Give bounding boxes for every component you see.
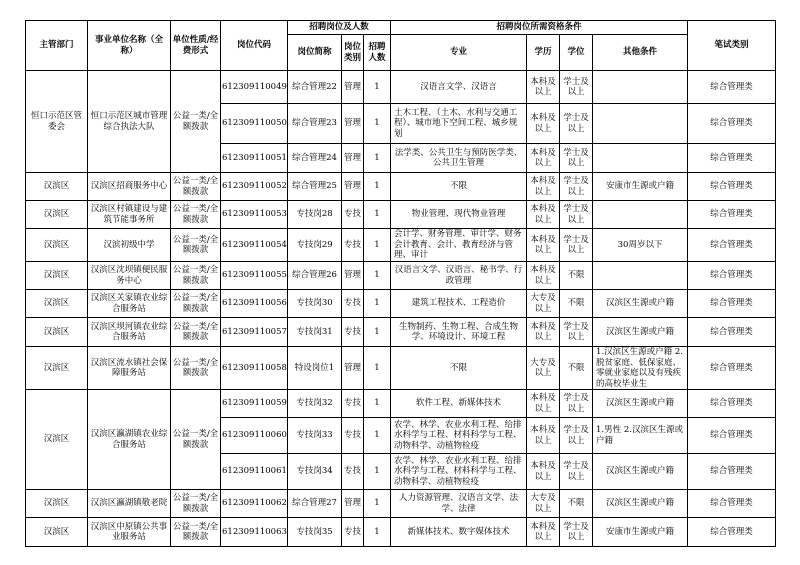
other-cell — [593, 201, 688, 229]
type-cell: 管理 — [342, 347, 364, 390]
major-cell: 不限 — [391, 347, 527, 390]
dept-cell: 汉滨区 — [26, 318, 88, 347]
edu-cell: 本科及以上 — [527, 229, 560, 262]
degree-cell: 学士及以上 — [560, 144, 593, 173]
code-cell: 612309110052 — [221, 173, 288, 201]
degree-cell: 不限 — [560, 347, 593, 390]
table-row — [26, 71, 776, 104]
header-recruit-group: 招聘岗位及人数 — [288, 21, 391, 35]
exam-cell: 综合管理类 — [688, 71, 776, 104]
unit-cell: 汉滨初级中学 — [88, 229, 171, 262]
major-cell: 汉语言文学、汉语言 — [391, 71, 527, 104]
major-cell: 生物制药、生物工程、合成生物学、环境设计、环境工程 — [391, 318, 527, 347]
table-row — [26, 318, 776, 347]
recruitment-table-wrapper — [25, 20, 776, 547]
other-cell: 1.男性 2.汉滨区生源或户籍 — [593, 418, 688, 454]
edu-cell: 本科及以上 — [527, 454, 560, 490]
count-cell: 1 — [364, 229, 391, 262]
exam-cell: 综合管理类 — [688, 347, 776, 390]
nature-cell: 公益一类/全额拨款 — [171, 290, 221, 318]
edu-cell: 本科及以上 — [527, 418, 560, 454]
degree-cell: 学士及以上 — [560, 318, 593, 347]
count-cell: 1 — [364, 262, 391, 290]
degree-cell: 学士及以上 — [560, 71, 593, 104]
degree-cell: 学士及以上 — [560, 454, 593, 490]
type-cell: 管理 — [342, 144, 364, 173]
header-major: 专业 — [391, 35, 527, 71]
type-cell: 专技 — [342, 454, 364, 490]
edu-cell: 本科及以上 — [527, 518, 560, 547]
code-cell: 612309110061 — [221, 454, 288, 490]
code-cell: 612309110054 — [221, 229, 288, 262]
edu-cell: 大专及以上 — [527, 347, 560, 390]
header-other: 其他条件 — [593, 35, 688, 71]
header-dept: 主管部门 — [26, 21, 88, 71]
post-cell: 综合管理23 — [288, 104, 342, 144]
unit-cell: 汉滨区瀛湖镇农业综合服务站 — [88, 390, 171, 490]
post-cell: 专技岗34 — [288, 454, 342, 490]
table-row — [26, 347, 776, 390]
edu-cell: 本科及以上 — [527, 262, 560, 290]
unit-cell: 恒口示范区城市管理综合执法大队 — [88, 71, 171, 173]
degree-cell: 学士及以上 — [560, 173, 593, 201]
count-cell: 1 — [364, 390, 391, 418]
exam-cell: 综合管理类 — [688, 290, 776, 318]
exam-cell: 综合管理类 — [688, 390, 776, 418]
post-cell: 专技岗31 — [288, 318, 342, 347]
dept-cell: 恒口示范区管委会 — [26, 71, 88, 173]
post-cell: 专技岗29 — [288, 229, 342, 262]
exam-cell: 综合管理类 — [688, 144, 776, 173]
exam-cell: 综合管理类 — [688, 104, 776, 144]
type-cell: 专技 — [342, 201, 364, 229]
other-cell — [593, 262, 688, 290]
edu-cell: 本科及以上 — [527, 144, 560, 173]
unit-cell: 汉滨区坝河镇农业综合服务站 — [88, 318, 171, 347]
header-degree: 学位 — [560, 35, 593, 71]
edu-cell: 本科及以上 — [527, 104, 560, 144]
degree-cell: 不限 — [560, 262, 593, 290]
code-cell: 612309110056 — [221, 290, 288, 318]
nature-cell: 公益一类/全额拨款 — [171, 173, 221, 201]
recruitment-table — [25, 20, 776, 547]
nature-cell: 公益一类/全额拨款 — [171, 71, 221, 173]
header-code: 岗位代码 — [221, 21, 288, 71]
major-cell: 法学类、公共卫生与预防医学类、公共卫生管理 — [391, 144, 527, 173]
edu-cell: 本科及以上 — [527, 201, 560, 229]
exam-cell: 综合管理类 — [688, 490, 776, 518]
major-cell: 软件工程、新媒体技术 — [391, 390, 527, 418]
table-row — [26, 290, 776, 318]
table-row — [26, 201, 776, 229]
unit-cell: 汉滨区关家镇农业综合服务站 — [88, 290, 171, 318]
nature-cell: 公益一类/全额拨款 — [171, 490, 221, 518]
exam-cell: 综合管理类 — [688, 418, 776, 454]
other-cell: 安康市生源或户籍 — [593, 173, 688, 201]
nature-cell: 公益一类/全额拨款 — [171, 201, 221, 229]
type-cell: 专技 — [342, 518, 364, 547]
major-cell: 农学、林学、农业水利工程、给排水科学与工程、材料科学与工程、动物科学、动植物检疫 — [391, 454, 527, 490]
dept-cell: 汉滨区 — [26, 490, 88, 518]
other-cell: 安康市生源或户籍 — [593, 518, 688, 547]
dept-cell: 汉滨区 — [26, 290, 88, 318]
nature-cell: 公益一类/全额拨款 — [171, 318, 221, 347]
edu-cell: 本科及以上 — [527, 390, 560, 418]
exam-cell: 综合管理类 — [688, 454, 776, 490]
count-cell: 1 — [364, 144, 391, 173]
edu-cell: 本科及以上 — [527, 173, 560, 201]
header-post-name: 岗位简称 — [288, 35, 342, 71]
type-cell: 管理 — [342, 71, 364, 104]
other-cell: 30周岁以下 — [593, 229, 688, 262]
other-cell: 汉滨区生源或户籍 — [593, 318, 688, 347]
table-row — [26, 390, 776, 418]
other-cell: 汉滨区生源或户籍 — [593, 390, 688, 418]
exam-cell: 综合管理类 — [688, 173, 776, 201]
type-cell: 专技 — [342, 318, 364, 347]
exam-cell: 综合管理类 — [688, 518, 776, 547]
dept-cell: 汉滨区 — [26, 347, 88, 390]
exam-cell: 综合管理类 — [688, 229, 776, 262]
other-cell — [593, 104, 688, 144]
nature-cell: 公益一类/全额拨款 — [171, 518, 221, 547]
count-cell: 1 — [364, 347, 391, 390]
unit-cell: 汉滨区瀛湖镇敬老院 — [88, 490, 171, 518]
nature-cell: 公益一类/全额拨款 — [171, 262, 221, 290]
post-cell: 综合管理24 — [288, 144, 342, 173]
post-cell: 综合管理26 — [288, 262, 342, 290]
degree-cell: 不限 — [560, 490, 593, 518]
edu-cell: 本科及以上 — [527, 318, 560, 347]
table-row — [26, 262, 776, 290]
major-cell: 土木工程、（土木、水利与交通工程）、城市地下空间工程、城乡规划 — [391, 104, 527, 144]
header-qual-group: 招聘岗位所需资格条件 — [391, 21, 688, 35]
code-cell: 612309110058 — [221, 347, 288, 390]
code-cell: 612309110050 — [221, 104, 288, 144]
dept-cell: 汉滨区 — [26, 201, 88, 229]
count-cell: 1 — [364, 201, 391, 229]
edu-cell: 大专及以上 — [527, 290, 560, 318]
dept-cell: 汉滨区 — [26, 262, 88, 290]
code-cell: 612309110049 — [221, 71, 288, 104]
type-cell: 专技 — [342, 418, 364, 454]
degree-cell: 学士及以上 — [560, 418, 593, 454]
post-cell: 综合管理25 — [288, 173, 342, 201]
major-cell: 农学、林学、农业水利工程、给排水科学与工程、材料科学与工程、动物科学、动植物检疫 — [391, 418, 527, 454]
count-cell: 1 — [364, 104, 391, 144]
header-nature: 单位性质/经费形式 — [171, 21, 221, 71]
count-cell: 1 — [364, 318, 391, 347]
unit-cell: 汉滨区招商服务中心 — [88, 173, 171, 201]
edu-cell: 本科及以上 — [527, 71, 560, 104]
dept-cell: 汉滨区 — [26, 390, 88, 490]
major-cell: 会计学、财务管理、审计学、财务会计教育、会计、教育经济与管理、审计 — [391, 229, 527, 262]
header-unit: 事业单位名称（全称） — [88, 21, 171, 71]
count-cell: 1 — [364, 418, 391, 454]
major-cell: 汉语言文学、汉语言、秘书学、行政管理 — [391, 262, 527, 290]
code-cell: 612309110062 — [221, 490, 288, 518]
post-cell: 专技岗30 — [288, 290, 342, 318]
major-cell: 物业管理、现代物业管理 — [391, 201, 527, 229]
edu-cell: 大专及以上 — [527, 490, 560, 518]
type-cell: 管理 — [342, 490, 364, 518]
post-cell: 综合管理27 — [288, 490, 342, 518]
exam-cell: 综合管理类 — [688, 201, 776, 229]
post-cell: 专技岗35 — [288, 518, 342, 547]
other-cell: 汉滨区生源或户籍 — [593, 454, 688, 490]
nature-cell: 公益一类/全额拨款 — [171, 347, 221, 390]
degree-cell: 学士及以上 — [560, 201, 593, 229]
post-cell: 综合管理22 — [288, 71, 342, 104]
major-cell: 建筑工程技术、工程造价 — [391, 290, 527, 318]
nature-cell: 公益一类/全额拨款 — [171, 229, 221, 262]
dept-cell: 汉滨区 — [26, 229, 88, 262]
code-cell: 612309110053 — [221, 201, 288, 229]
other-cell: 汉滨区生源或户籍 — [593, 490, 688, 518]
other-cell: 汉滨区生源或户籍 — [593, 290, 688, 318]
type-cell: 专技 — [342, 229, 364, 262]
dept-cell: 汉滨区 — [26, 518, 88, 547]
unit-cell: 汉滨区村镇建设与建筑节能事务所 — [88, 201, 171, 229]
unit-cell: 汉滨区流水镇社会保障服务站 — [88, 347, 171, 390]
type-cell: 管理 — [342, 262, 364, 290]
degree-cell: 学士及以上 — [560, 229, 593, 262]
count-cell: 1 — [364, 518, 391, 547]
post-cell: 特设岗位1 — [288, 347, 342, 390]
code-cell: 612309110057 — [221, 318, 288, 347]
table-row — [26, 173, 776, 201]
unit-cell: 汉滨区中原镇公共事业服务站 — [88, 518, 171, 547]
unit-cell: 汉滨区沈坝镇便民服务中心 — [88, 262, 171, 290]
exam-cell: 综合管理类 — [688, 318, 776, 347]
table-row — [26, 518, 776, 547]
degree-cell: 学士及以上 — [560, 518, 593, 547]
other-cell — [593, 71, 688, 104]
count-cell: 1 — [364, 454, 391, 490]
code-cell: 612309110060 — [221, 418, 288, 454]
header-exam: 笔试类别 — [688, 21, 776, 71]
header-count: 招聘人数 — [364, 35, 391, 71]
major-cell: 新媒体技术、数字媒体技术 — [391, 518, 527, 547]
code-cell: 612309110051 — [221, 144, 288, 173]
count-cell: 1 — [364, 71, 391, 104]
header-post-type: 岗位类别 — [342, 35, 364, 71]
table-row — [26, 229, 776, 262]
post-cell: 专技岗33 — [288, 418, 342, 454]
header-edu: 学历 — [527, 35, 560, 71]
table-row — [26, 490, 776, 518]
major-cell: 人力资源管理、汉语言文学、法学、法律 — [391, 490, 527, 518]
code-cell: 612309110063 — [221, 518, 288, 547]
nature-cell: 公益一类/全额拨款 — [171, 390, 221, 490]
exam-cell: 综合管理类 — [688, 262, 776, 290]
major-cell: 不限 — [391, 173, 527, 201]
degree-cell: 不限 — [560, 290, 593, 318]
code-cell: 612309110055 — [221, 262, 288, 290]
type-cell: 专技 — [342, 290, 364, 318]
count-cell: 1 — [364, 490, 391, 518]
other-cell: 1.汉滨区生源或户籍 2.脱贫家庭、低保家庭、零就业家庭以及有残疾的高校毕业生 — [593, 347, 688, 390]
type-cell: 管理 — [342, 104, 364, 144]
type-cell: 专技 — [342, 390, 364, 418]
count-cell: 1 — [364, 290, 391, 318]
degree-cell: 学士及以上 — [560, 390, 593, 418]
other-cell — [593, 144, 688, 173]
dept-cell: 汉滨区 — [26, 173, 88, 201]
degree-cell: 学士及以上 — [560, 104, 593, 144]
count-cell: 1 — [364, 173, 391, 201]
post-cell: 专技岗32 — [288, 390, 342, 418]
type-cell: 管理 — [342, 173, 364, 201]
code-cell: 612309110059 — [221, 390, 288, 418]
post-cell: 专技岗28 — [288, 201, 342, 229]
